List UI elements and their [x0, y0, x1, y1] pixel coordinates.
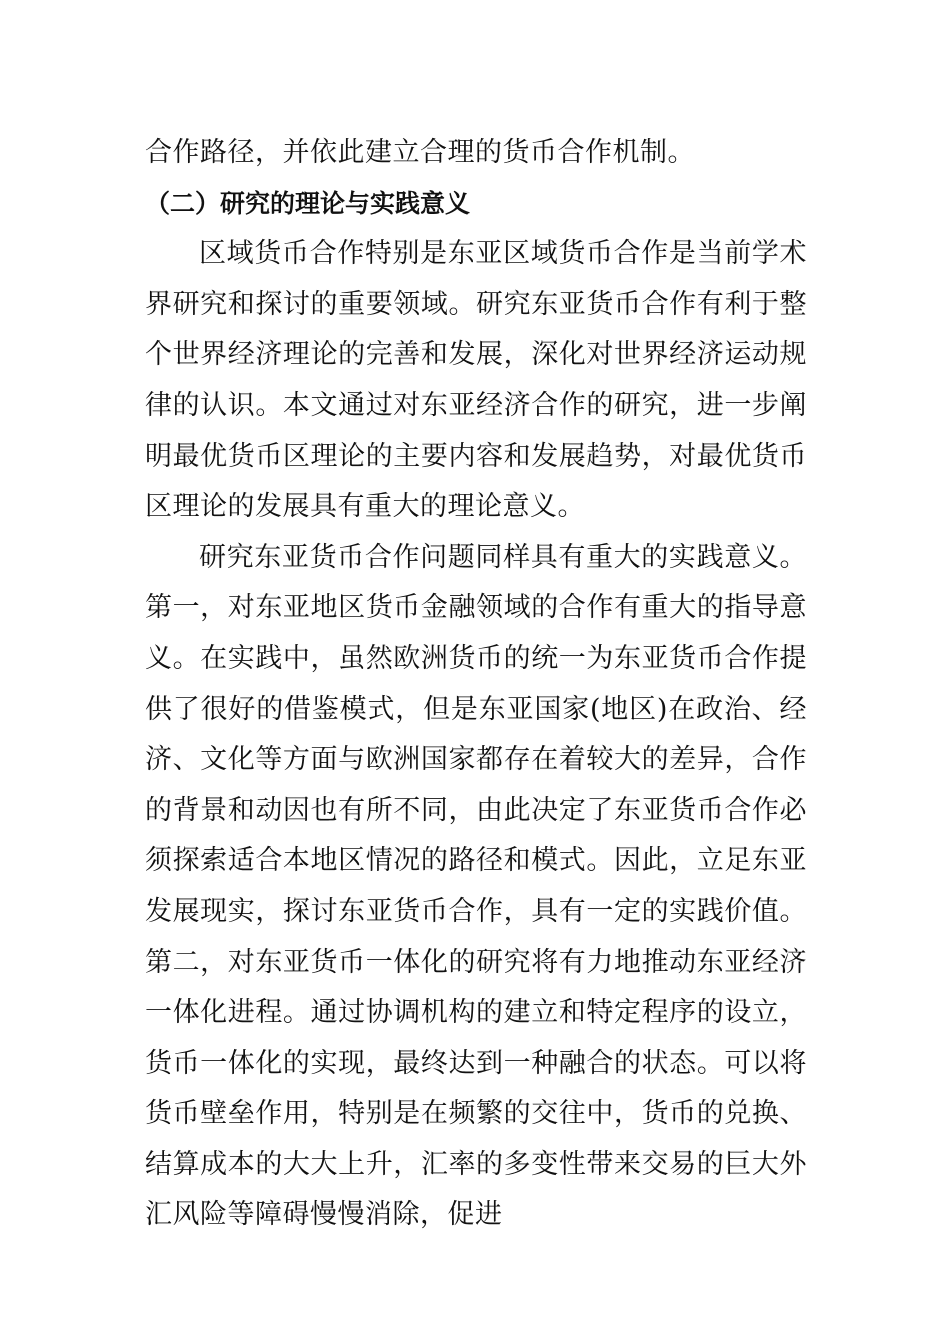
paragraph-practical-significance: 研究东亚货币合作问题同样具有重大的实践意义。第一，对东亚地区货币金融领域的合作有重大的指导意义。在实践中，虽然欧洲货币的统一为东亚货币合作提供了很好的借鉴模式，但是东亚国家(地区)在政治、经济、文化等方面与欧洲国家都存在着较大的差异，合作的背景和动因也有所不同，由此决定了东亚货币合作必须探索适合本地区情况的路径和模式。因此，立足东亚发展现实，探讨东亚货币合作，具有一定的实践价值。第二，对东亚货币一体化的研究将有力地推动东亚经济一体化进程。通过协调机构的建立和特定程序的设立，货币一体化的实现，最终达到一种融合的状态。可以将货币壁垒作用，特别是在频繁的交往中，货币的兑换、结算成本的大大上升，汇率的多变性带来交易的巨大外汇风险等障碍慢慢消除，促进 — [145, 541, 807, 1231]
paragraph-theoretical-significance: 区域货币合作特别是东亚区域货币合作是当前学术界研究和探讨的重要领域。研究东亚货币合作有利于整个世界经济理论的完善和发展，深化对世界经济运动规律的认识。本文通过对东亚经济合作的研究，进一步阐明最优货币区理论的主要内容和发展趋势，对最优货币区理论的发展具有重大的理论意义。 — [145, 238, 807, 523]
section-heading: （二）研究的理论与实践意义 — [145, 188, 471, 218]
continuation-paragraph: 合作路径，并依此建立合理的货币合作机制。 — [145, 137, 695, 168]
document-body — [145, 128, 807, 1241]
